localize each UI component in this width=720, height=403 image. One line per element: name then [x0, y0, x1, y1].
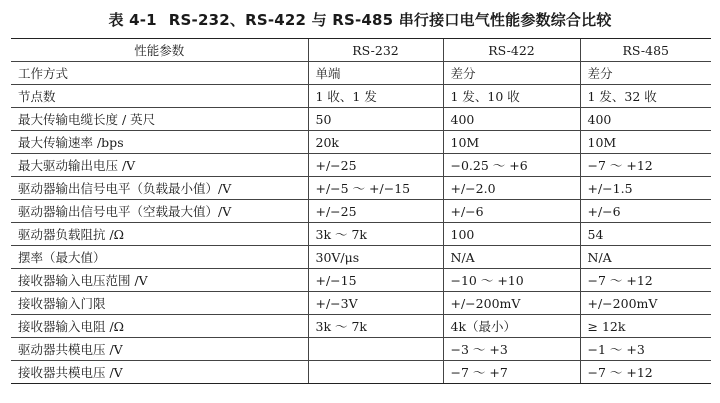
table-cell-parameter: 工作方式	[11, 62, 308, 85]
comparison-table	[11, 38, 711, 384]
table-cell-rs485: −1 ～ +3	[580, 338, 711, 361]
table-cell-rs485: 400	[580, 108, 711, 131]
header-row	[11, 39, 711, 62]
table-cell-parameter: 驱动器输出信号电平（负载最小值）/V	[11, 177, 308, 200]
table-cell-rs232: 20k	[308, 131, 443, 154]
table-cell-rs485: −7 ～ +12	[580, 361, 711, 384]
table-row	[11, 269, 711, 292]
table-cell-rs232: +/−3V	[308, 292, 443, 315]
table-cell-rs232: +/−5 ～ +/−15	[308, 177, 443, 200]
table-cell-rs422: 400	[443, 108, 580, 131]
table-cell-rs485: 1 发、32 收	[580, 85, 711, 108]
table-cell-rs232: 50	[308, 108, 443, 131]
table-cell-rs422: −7 ～ +7	[443, 361, 580, 384]
table-cell-rs232	[308, 338, 443, 361]
header-cell-rs422: RS-422	[443, 39, 580, 62]
table-title: RS-232、RS-422 与 RS-485 串行接口电气性能参数综合比较	[168, 11, 612, 29]
table-row	[11, 338, 711, 361]
table-row	[11, 292, 711, 315]
table-cell-rs232: +/−25	[308, 200, 443, 223]
table-cell-parameter: 接收器输入电阻 /Ω	[11, 315, 308, 338]
table-cell-rs422: −0.25 ～ +6	[443, 154, 580, 177]
table-cell-rs232: 1 收、1 发	[308, 85, 443, 108]
table-cell-rs422: N/A	[443, 246, 580, 269]
table-row	[11, 315, 711, 338]
table-cell-rs485: +/−1.5	[580, 177, 711, 200]
table-cell-rs422: 差分	[443, 62, 580, 85]
table-cell-rs232: +/−25	[308, 154, 443, 177]
table-cell-rs485: 10M	[580, 131, 711, 154]
table-row	[11, 85, 711, 108]
table-row	[11, 131, 711, 154]
table-row	[11, 177, 711, 200]
table-cell-rs232: 单端	[308, 62, 443, 85]
table-body	[11, 62, 711, 384]
table-cell-rs232: 3k ～ 7k	[308, 223, 443, 246]
table-row	[11, 361, 711, 384]
header-cell-rs485: RS-485	[580, 39, 711, 62]
table-cell-parameter: 摆率（最大值）	[11, 246, 308, 269]
table-cell-rs485: ≥ 12k	[580, 315, 711, 338]
table-cell-rs422: 4k（最小）	[443, 315, 580, 338]
table-cell-rs232: +/−15	[308, 269, 443, 292]
table-header	[11, 39, 711, 62]
table-row	[11, 154, 711, 177]
table-cell-parameter: 最大驱动输出电压 /V	[11, 154, 308, 177]
table-cell-rs232: 30V/μs	[308, 246, 443, 269]
table-caption	[0, 9, 720, 30]
table-cell-rs422: +/−2.0	[443, 177, 580, 200]
table-cell-rs485: −7 ～ +12	[580, 154, 711, 177]
header-cell-parameter: 性能参数	[11, 39, 308, 62]
table-cell-rs485: 54	[580, 223, 711, 246]
table-cell-parameter: 驱动器负载阻抗 /Ω	[11, 223, 308, 246]
table-row	[11, 223, 711, 246]
table-cell-rs232: 3k ～ 7k	[308, 315, 443, 338]
table-cell-parameter: 驱动器共模电压 /V	[11, 338, 308, 361]
table-cell-parameter: 接收器输入电压范围 /V	[11, 269, 308, 292]
table-cell-rs485: +/−6	[580, 200, 711, 223]
table-cell-rs232	[308, 361, 443, 384]
table-cell-parameter: 接收器输入门限	[11, 292, 308, 315]
table-cell-parameter: 最大传输速率 /bps	[11, 131, 308, 154]
table-row	[11, 200, 711, 223]
table-cell-rs422: +/−200mV	[443, 292, 580, 315]
table-cell-rs422: 10M	[443, 131, 580, 154]
table-cell-rs422: 1 发、10 收	[443, 85, 580, 108]
table-cell-rs485: 差分	[580, 62, 711, 85]
table-cell-parameter: 节点数	[11, 85, 308, 108]
table-cell-parameter: 最大传输电缆长度 / 英尺	[11, 108, 308, 131]
table-row	[11, 62, 711, 85]
table-row	[11, 246, 711, 269]
table-cell-parameter: 驱动器输出信号电平（空载最大值）/V	[11, 200, 308, 223]
table-cell-rs422: +/−6	[443, 200, 580, 223]
table-cell-rs422: −10 ～ +10	[443, 269, 580, 292]
table-cell-parameter: 接收器共模电压 /V	[11, 361, 308, 384]
table-cell-rs485: −7 ～ +12	[580, 269, 711, 292]
table-number: 表 4-1	[108, 11, 157, 29]
table-row	[11, 108, 711, 131]
table-cell-rs422: −3 ～ +3	[443, 338, 580, 361]
table-cell-rs485: N/A	[580, 246, 711, 269]
table-cell-rs485: +/−200mV	[580, 292, 711, 315]
table-cell-rs422: 100	[443, 223, 580, 246]
header-cell-rs232: RS-232	[308, 39, 443, 62]
